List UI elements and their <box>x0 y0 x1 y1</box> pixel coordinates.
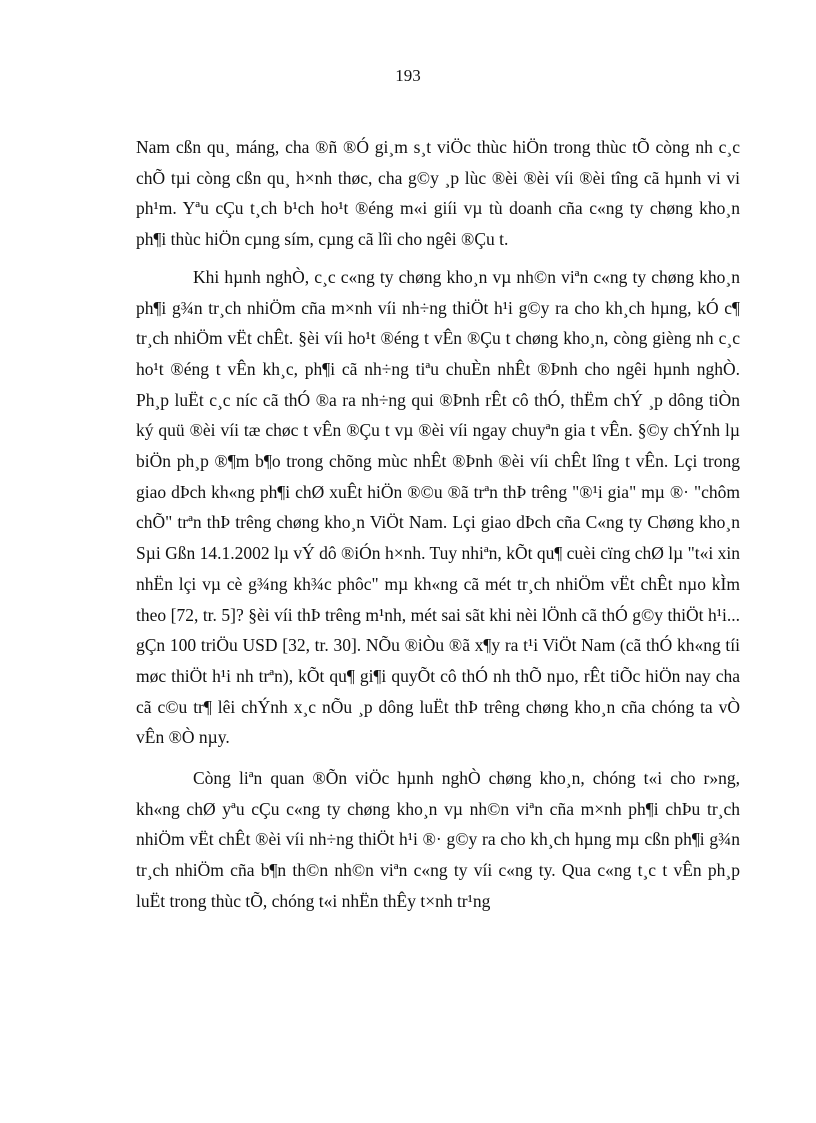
document-body <box>136 132 740 917</box>
paragraph-2: Khi hµnh nghÒ, c¸c c«ng ty chøng kho¸n vµ nh©n viªn c«ng ty chøng kho¸n ph¶i g¾n tr¸ch nhiÖm cña m×nh víi nh÷ng thiÖt h¹i g©y ra cho kh¸ch hµng, kÓ c¶ tr¸ch nhiÖm vËt chÊt. §èi víi ho¹t ®éng t vÊn ®Çu t chøng kho¸n, còng gièng nh c¸c ho¹t ®éng t vÊn kh¸c, ph¶i cã nh÷ng tiªu chuÈn nhÊt ®Þnh cho ngêi hµnh nghÒ. Ph¸p luËt c¸c níc cã thÓ ®a ra nh÷ng qui ®Þnh rÊt cô thÓ, thËm chÝ ¸p dông tiÒn ký quü ®èi víi tæ chøc t vÊn ®Çu t vµ ®èi víi ngay chuyªn gia t vÊn. §©y chÝnh lµ biÖn ph¸p ®¶m b¶o trong chõng mùc nhÊt ®Þnh ®èi víi chÊt lîng t vÊn. Lçi trong giao dÞch kh«ng ph¶i chØ xuÊt hiÖn ®©u ®ã trªn thÞ trêng "®¹i gia" mµ ®· "chôm chÕ" trªn thÞ trêng chøng kho¸n ViÖt Nam. Lçi giao dÞch cña C«ng ty Chøng kho¸n Sµi Gßn 14.1.2002 lµ vÝ dô ®iÓn h×nh. Tuy nhiªn, kÕt qu¶ cuèi cïng chØ lµ "t«i xin nhËn lçi vµ cè g¾ng kh¾c phôc" mµ kh«ng cã mét tr¸ch nhiÖm vËt chÊt nµo kÌm theo [72, tr. 5]? §èi víi thÞ trêng m¹nh, mét sai sãt khi nèi lÖnh cã thÓ g©y thiÖt h¹i... gÇn 100 triÖu USD [32, tr. 30]. NÕu ®iÒu ®ã x¶y ra t¹i ViÖt Nam (cã thÓ kh«ng tíi møc thiÖt h¹i nh trªn), kÕt qu¶ gi¶i quyÕt cô thÓ nh thÕ nµo, rÊt tiÕc hiÖn nay cha cã c©u tr¶ lêi chÝnh x¸c nÕu ¸p dông luËt thÞ trêng chøng kho¸n cña chóng ta vÒ vÊn ®Ò nµy. <box>136 266 740 748</box>
paragraph-1: Nam cßn qu¸ máng, cha ®ñ ®Ó gi¸m s¸t viÖc thùc hiÖn trong thùc tÕ còng nh c¸c chÕ tµi còng cßn qu¸ h×nh thøc, cha g©y ¸p lùc ®èi ®èi víi ®èi tîng cã hµnh vi vi ph¹m. Yªu cÇu t¸ch b¹ch ho¹t ®éng m«i giíi vµ tù doanh cña c«ng ty chøng kho¸n ph¶i thùc hiÖn cµng sím, cµng cã lîi cho ngêi ®Çu t. <box>136 137 740 250</box>
paragraph-3: Còng liªn quan ®Õn viÖc hµnh nghÒ chøng kho¸n, chóng t«i cho r»ng, kh«ng chØ yªu cÇu c«ng ty chøng kho¸n vµ nh©n viªn cña m×nh ph¶i chÞu tr¸ch nhiÖm vËt chÊt ®èi víi nh÷ng thiÖt h¹i ®· g©y ra cho kh¸ch hµng mµ cßn ph¶i g¾n tr¸ch nhiÖm cña b¶n th©n nh©n viªn c«ng ty víi c«ng ty. Qua c«ng t¸c t vÊn ph¸p luËt trong thùc tÕ, chóng t«i nhËn thÊy t×nh tr¹ng <box>136 768 740 911</box>
page-number: 193 <box>395 66 421 85</box>
